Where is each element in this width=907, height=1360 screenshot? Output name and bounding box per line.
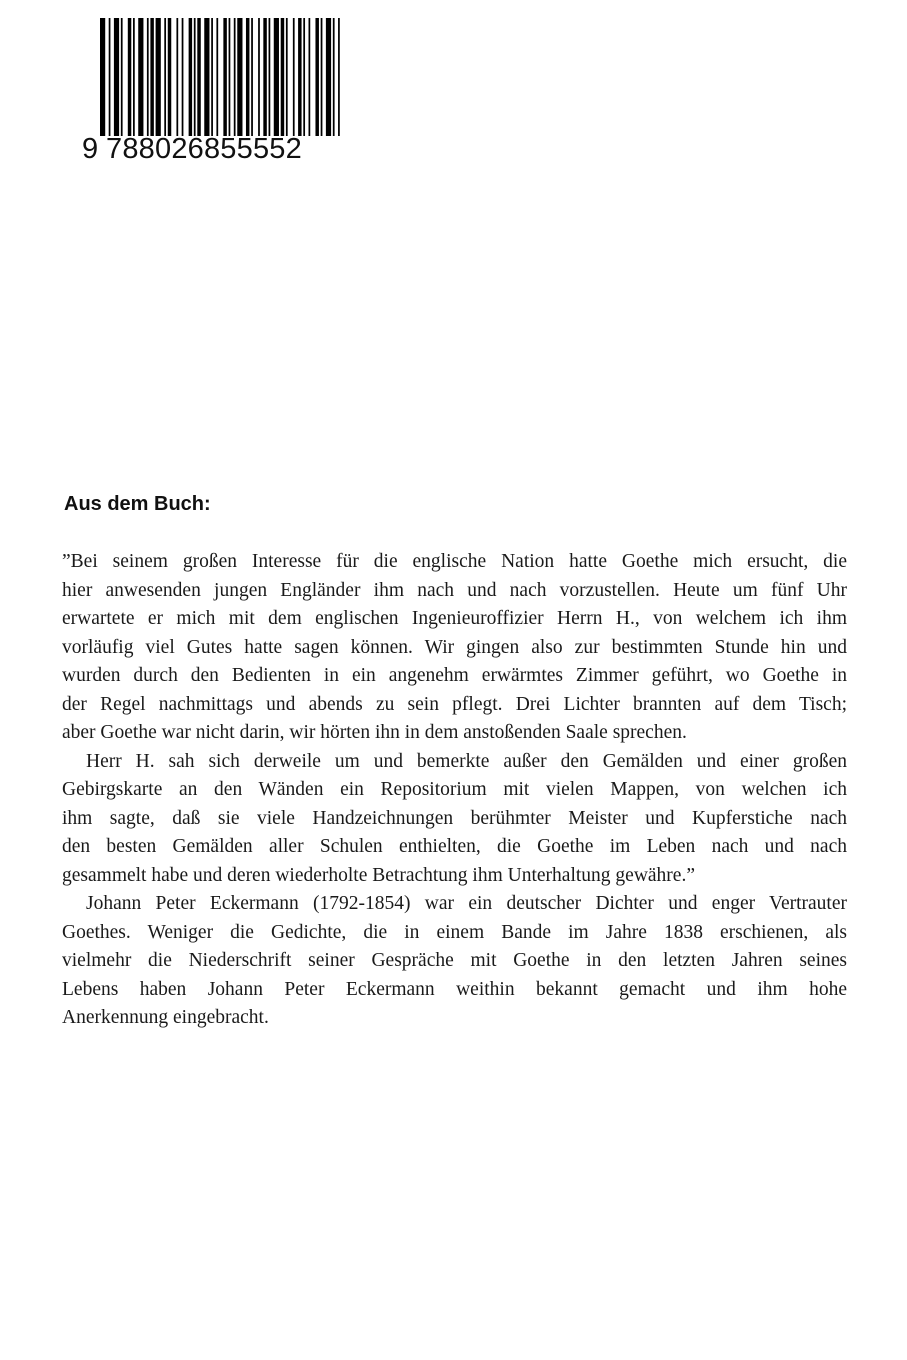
excerpt-paragraph <box>62 548 847 719</box>
text-line: erwartete er mich mit dem englischen Ingenieuroffizier Herrn H., von welchem ich ihm <box>62 608 847 629</box>
text-line: hier anwesenden jungen Engländer ihm nach und nach vorzustellen. Heute um fünf Uhr <box>62 579 847 601</box>
barcode-bars <box>100 18 345 136</box>
excerpt-heading: Aus dem Buch: <box>64 493 211 515</box>
excerpt-text <box>62 548 847 1033</box>
excerpt-paragraph-end <box>62 862 847 891</box>
text-line: Anerkennung eingebracht. <box>62 1007 269 1028</box>
text-line: vorläufig viel Gutes hatte sagen können. Wir gingen also zur bestimmten Stunde hin und <box>62 636 847 658</box>
text-line: Lebens haben Johann Peter Eckermann weithin bekannt gemacht und ihm hohe <box>62 978 847 1000</box>
excerpt-paragraph <box>62 890 847 1004</box>
excerpt-paragraph-end <box>62 719 847 748</box>
text-line: Johann Peter Eckermann (1792-1854) war ein deutscher Dichter und enger Vertrauter <box>86 893 847 914</box>
text-line: wurden durch den Bedienten in ein angenehm erwärmtes Zimmer geführt, wo Goethe in <box>62 665 847 686</box>
text-line: aber Goethe war nicht darin, wir hörten ihn in dem anstoßenden Saale sprechen. <box>62 722 687 743</box>
barcode-digits: 788026855552 <box>106 133 302 165</box>
isbn-barcode <box>82 18 345 168</box>
text-line: vielmehr die Niederschrift seiner Gespräche mit Goethe in den letzten Jahren seines <box>62 950 847 971</box>
text-line: Goethes. Weniger die Gedichte, die in einem Bande im Jahre 1838 erschienen, als <box>62 921 847 943</box>
excerpt-paragraph <box>62 748 847 862</box>
text-line: gesammelt habe und deren wiederholte Betrachtung ihm Unterhaltung gewähre.” <box>62 864 695 886</box>
text-line: den besten Gemälden aller Schulen enthielten, die Goethe im Leben nach und nach <box>62 836 847 857</box>
text-line: ”Bei seinem großen Interesse für die englische Nation hatte Goethe mich ersucht, die <box>62 551 847 572</box>
excerpt-paragraph-end <box>62 1004 847 1033</box>
text-line: Herr H. sah sich derweile um und bemerkte außer den Gemälden und einer großen <box>86 750 847 772</box>
barcode-first-digit: 9 <box>82 133 99 165</box>
text-line: Gebirgskarte an den Wänden ein Repositorium mit vielen Mappen, von welchen ich <box>62 779 847 800</box>
text-line: der Regel nachmittags und abends zu sein pflegt. Drei Lichter brannten auf dem Tisch; <box>62 693 847 715</box>
text-line: ihm sagte, daß sie viele Handzeichnungen berühmter Meister und Kupferstiche nach <box>62 807 847 829</box>
